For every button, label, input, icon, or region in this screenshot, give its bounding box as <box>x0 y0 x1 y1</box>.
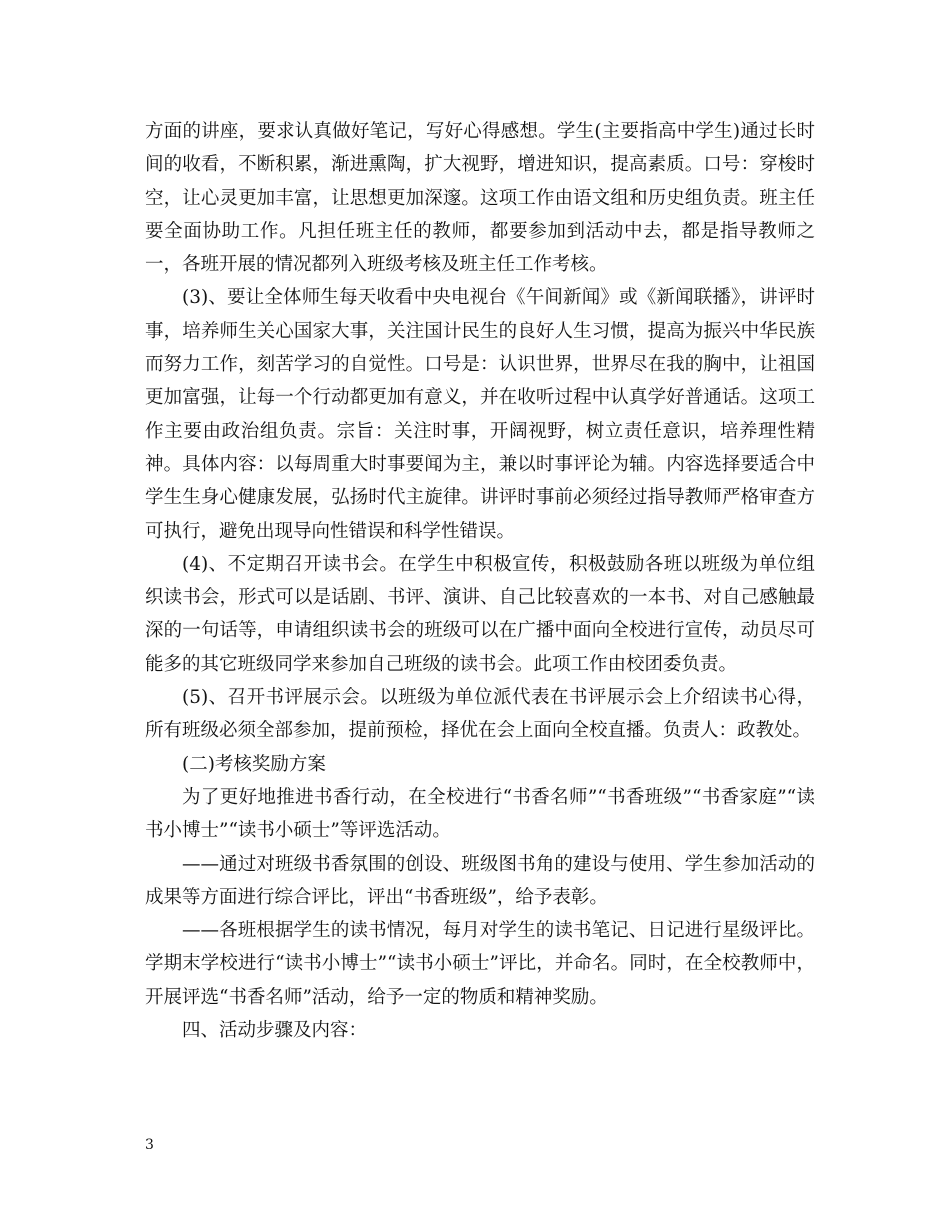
paragraph-item-4: (4)、不定期召开读书会。在学生中积极宣传，积极鼓励各班以班级为单位组织读书会，形式可以是话剧、书评、演讲、自己比较喜欢的一本书、对自己感触最深的一句话等，申请组织读书会的班级可以在广播中面向全校进行宣传，动员尽可能多的其它班级同学来参加自己班级的读书会。此项工作由校团委负责。 <box>145 553 815 675</box>
paragraph-student-award: ——各班根据学生的读书情况，每月对学生的读书笔记、日记进行星级评比。学期末学校进行“读书小博士”“读书小硕士”评比，并命名。同时，在全校教师中，开展评选“书香名师”活动，给予一定的物质和精神奖励。 <box>145 920 815 1008</box>
paragraph-item-3: (3)、要让全体师生每天收看中央电视台《午间新闻》或《新闻联播》，讲评时事，培养师生关心国家大事，关注国计民生的良好人生习惯，提高为振兴中华民族而努力工作，刻苦学习的自觉性。口号是：认识世界，世界尽在我的胸中，让祖国更加富强，让每一个行动都更加有意义，并在收听过程中认真学好普通话。这项工作主要由政治组负责。宗旨：关注时事，开阔视野，树立责任意识，培养理性精神。具体内容：以每周重大时事要闻为主，兼以时事评论为辅。内容选择要适合中学生生身心健康发展，弘扬时代主旋律。讲评时事前必须经过指导教师严格审查方可执行，避免出现导向性错误和科学性错误。 <box>145 287 815 542</box>
section-heading-assessment: (二)考核奖励方案 <box>182 753 326 775</box>
section-heading-steps: 四、活动步骤及内容： <box>182 1020 368 1042</box>
paragraph-assessment-intro: 为了更好地推进书香行动，在全校进行“书香名师”“书香班级”“书香家庭”“读书小博士”“读书小硕士”等评选活动。 <box>145 786 815 842</box>
paragraph-item-5: (5)、召开书评展示会。以班级为单位派代表在书评展示会上介绍读书心得，所有班级必须全部参加，提前预检，择优在会上面向全校直播。负责人：政教处。 <box>145 687 815 742</box>
document-body <box>145 115 815 1047</box>
paragraph-class-award: ——通过对班级书香氛围的创设、班级图书角的建设与使用、学生参加活动的成果等方面进行综合评比，评出“书香班级”，给予表彰。 <box>145 853 815 908</box>
page-number: 3 <box>145 1137 154 1153</box>
paragraph-continuation: 方面的讲座，要求认真做好笔记，写好心得感想。学生(主要指高中学生)通过长时间的收看，不断积累，渐进熏陶，扩大视野，增进知识，提高素质。口号：穿梭时空，让心灵更加丰富，让思想更加深邃。这项工作由语文组和历史组负责。班主任要全面协助工作。凡担任班主任的教师，都要参加到活动中去，都是指导教师之一，各班开展的情况都列入班级考核及班主任工作考核。 <box>145 121 815 276</box>
